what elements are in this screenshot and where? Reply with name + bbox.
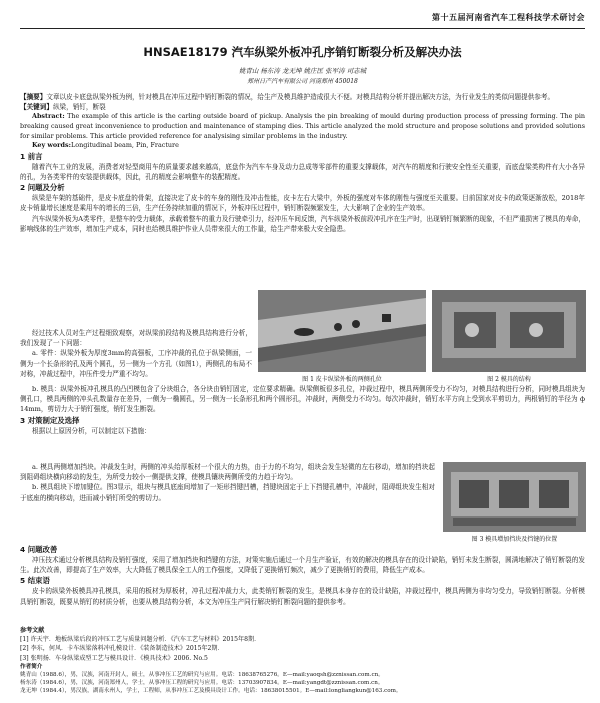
- author-info-item: 姚青山（1988.6），男，汉族，河南开封人，硕士，从事冲压工艺的研究与应用。电话：18638765276。E—mail:yaoqsh@zznissan.com.cn。: [20, 672, 384, 678]
- figure-1-caption: 图 1 皮卡纵梁外板的两侧孔位: [302, 376, 382, 383]
- journal-header: 第十五届河南省汽车工程科技学术研讨会: [432, 13, 585, 22]
- keywords-en: Longitudinal beam, Pin, Fracture: [70, 141, 179, 150]
- author-info-item: 龙无坤（1984.4），男汉族，湖南永州人，学士，工程师，从事冲压工艺及模具设计工作。电话：18638015501。E—mail:longliangkun@163.com。: [20, 688, 402, 694]
- section-3-title: 3 对策制定及选择: [20, 415, 80, 425]
- section-2-para-b: b. 模具：纵梁外板冲孔模具的凸凹模包含了分块组合，各分块由销钉固定，定位要求精确。纵梁侧板很多孔位，冲裁过程中，模具两侧所受力不均匀，对模具结构进行分析，同时模具组块为侧孔口，模具两侧的冲头孔数量存在差异，一侧为一椭圆孔，另一侧为一长条形孔和两个圆形孔，冲裁时，两侧受力不均匀。每次冲裁时，销钉水平方向上受到水平剪切力，两根销钉的半径为 ф 14mm，剪切力大于销钉强度，销钉发生断裂。: [20, 385, 585, 414]
- section-3-para-1: 根据以上原因分析，可以制定以下措施：: [32, 426, 151, 435]
- author-info-list: [20, 663, 585, 695]
- paper-title: HNSAE18179 汽车纵梁外板冲孔序销钉断裂分析及解决办法: [143, 45, 462, 59]
- section-5-title: 5 结束语: [20, 576, 50, 586]
- section-1-text: 随着汽车工业的发展，消费者对轻型商用车的质量要求越来越高，底盘作为汽车车身及动力总成等零部件的重要支撑载体，对汽车的精度和行驶安全性至关重要，而底盘梁类构件有大小各异的孔，为各类零件的安装提供载体，因此，孔的精度会影响整车的装配精度。: [20, 162, 585, 181]
- header-rule: [20, 28, 585, 29]
- figure-1-image: [258, 290, 426, 372]
- figure-1-graphic: [258, 290, 426, 372]
- keywords-en-label: Key words:: [32, 141, 71, 150]
- figure-3-graphic: [443, 462, 586, 532]
- section-2-para-1: 纵梁是车架的基础件，是皮卡底盘的骨架，直接决定了皮卡的车身的刚性及冲击性能，皮卡左右大梁中，外板的强度对车体的刚性与强度至关重要。目前国家对皮卡的政策逐渐放松，2018年皮卡销量增长速度是乘用车的增长的三倍，生产任务持续加重的情况下，外板冲压过程中，销钉断裂频繁发生，大大影响了企业的生产效率。: [20, 194, 585, 213]
- paper-affiliation: 郑州日产汽车有限公司 河南郑州 450018: [247, 78, 358, 85]
- reference-item: [3] 张明扬．车身纵梁成型工艺与模具设计．《模具技术》2006. No.5: [20, 654, 208, 662]
- figure-3-caption: 图 3 模具增加挡块及挡键的位置: [471, 536, 558, 543]
- author-info-title: 作者简介: [20, 664, 43, 670]
- left-column-block: [20, 328, 252, 379]
- middle-block: [20, 384, 585, 436]
- references-block: [20, 626, 585, 663]
- abstract-cn-label: 【摘要】: [20, 93, 47, 101]
- section-3-para-b: b. 模具组块下增加键位。图3显示，组块与模具底座间增加了一矩形挡键凹槽，挡键块固定于上下挡键孔槽中，冲裁时，阻碍组块发生相对于底座的横向移动，进而减小销钉所受的剪切力。: [20, 483, 435, 502]
- keywords-cn: 纵梁，销钉，断裂: [52, 103, 106, 112]
- section-1-title: 1 前言: [20, 151, 43, 161]
- abstract-en-label: Abstract:: [32, 112, 65, 121]
- keywords-cn-label: 【关键词】: [20, 103, 53, 112]
- abstract-en-text: The example of this article is the carling outside board of pickup. Analysis the pin breaking of mould during production process of pressing forming. The pin breaking caused great inconvenience to production and maintenance of stamping dies. This article analyzed the mold structure and propose solutions and provided solutions for similar problems. This article provided reference for analysising similar problems in the industry.: [20, 112, 585, 140]
- author-info-item: 杨东涛（1984.6），男，汉族，河南郑州人，学士，从事冲压工程的研究与应用。电话：13703907834。E—mail:yangdt@zznissan.com.cn。: [20, 680, 384, 686]
- abstract-cn-text: 文章以皮卡底盘纵梁外板为例，针对模具在冲压过程中销钉断裂的情况，给生产及模具维护造成很大不便。对模具结构分析并提出解决方法，为行业发生的类似问题提供参考。: [46, 93, 555, 101]
- section-2-title: 2 问题及分析: [20, 183, 65, 193]
- figure-3-image: [443, 462, 586, 532]
- section-4-title: 4 问题改善: [20, 545, 58, 554]
- figure-2-image: [432, 290, 586, 372]
- section-2-para-a: a. 零件：纵梁外板为厚度3mm的高强板，工序冲裁的孔位于纵梁侧面，一侧为一个长条形的孔及两个圆孔，另一侧为一个方孔（如图1），两侧孔的布局不对称，冲裁过程中，冲压件受力严重不均匀。: [20, 349, 252, 378]
- section-2-para-2: 汽车纵梁外板为A类零件，是整车的受力载体，承载着整车的重力及行驶牵引力，经冲压车间反馈，汽车纵梁外板前段冲孔序在生产时，出现销钉频繁断的现象，不但严重损害了模具的寿命，影响线体的生产效率，增加生产成本，同时也给模具维护作业人员带来很大的工作量，给生产带来极大安全隐患。: [20, 214, 585, 233]
- reference-item: [2] 李东，何风．卡车纵梁落料冲孔模设计．《装备制造技术》2015年2期．: [20, 645, 224, 653]
- closing-block: [20, 544, 585, 607]
- abstract-block: [20, 92, 585, 234]
- paper-authors: 姚青山 杨东涛 龙无坤 姚庄匡 张军涛 司志城: [238, 67, 367, 75]
- section-2-para-3: 经过技术人员对生产过程细致观察，对纵梁前段结构及模具结构进行分析，我们发现了一下问题：: [20, 329, 252, 348]
- section-5-text: 皮卡的纵梁外板模具冲孔模具，采用的板材为厚板材，冲孔过程冲裁力大，此类销钉断裂的发生，是模具本身存在的设计缺陷，冲裁过程中，模具两侧为非均匀受力，导致销钉断裂。分析模具销钉断裂，既要从销钉的材质分析，也要从模具结构分析，本文为冲压生产同行解决销钉断裂问题的提供参考。: [20, 587, 585, 606]
- section-4-text: 冲压技术通过分析模具结构及销钉强度，采用了增加挡块和挡键的方法，对策实施后通过一个月生产验证，有效的解决的模具存在的设计缺陷，销钉未发生断裂，圆满地解决了销钉断裂的发生。此次改善，即提高了生产效率，大大降低了模具保全工人的工作强度，又降低了更换销钉频次，减少了更换销钉的费用，降低生产成本。: [20, 556, 585, 575]
- section-3-para-a: a. 模具两侧增加挡块。冲裁发生时，两侧的冲头给厚板材一个很大的力热，由于力的不均匀，组块会发生轻微的左右移动，增加的挡块起到阻碍组块横向移动的发生，为所受力较小一侧提供支撑，使模具镶块两侧所受的力趋于均匀。: [20, 463, 435, 482]
- figure-2-graphic: [432, 290, 586, 372]
- section-3-column: [20, 462, 435, 503]
- reference-item: [1] 许天宇．地板纵梁后段的冲压工艺与质量问题分析．《汽车工艺与材料》2015年8期．: [20, 636, 261, 644]
- references-title: 参考文献: [20, 627, 45, 634]
- figure-2-caption: 图 2 模具的结构: [487, 376, 531, 383]
